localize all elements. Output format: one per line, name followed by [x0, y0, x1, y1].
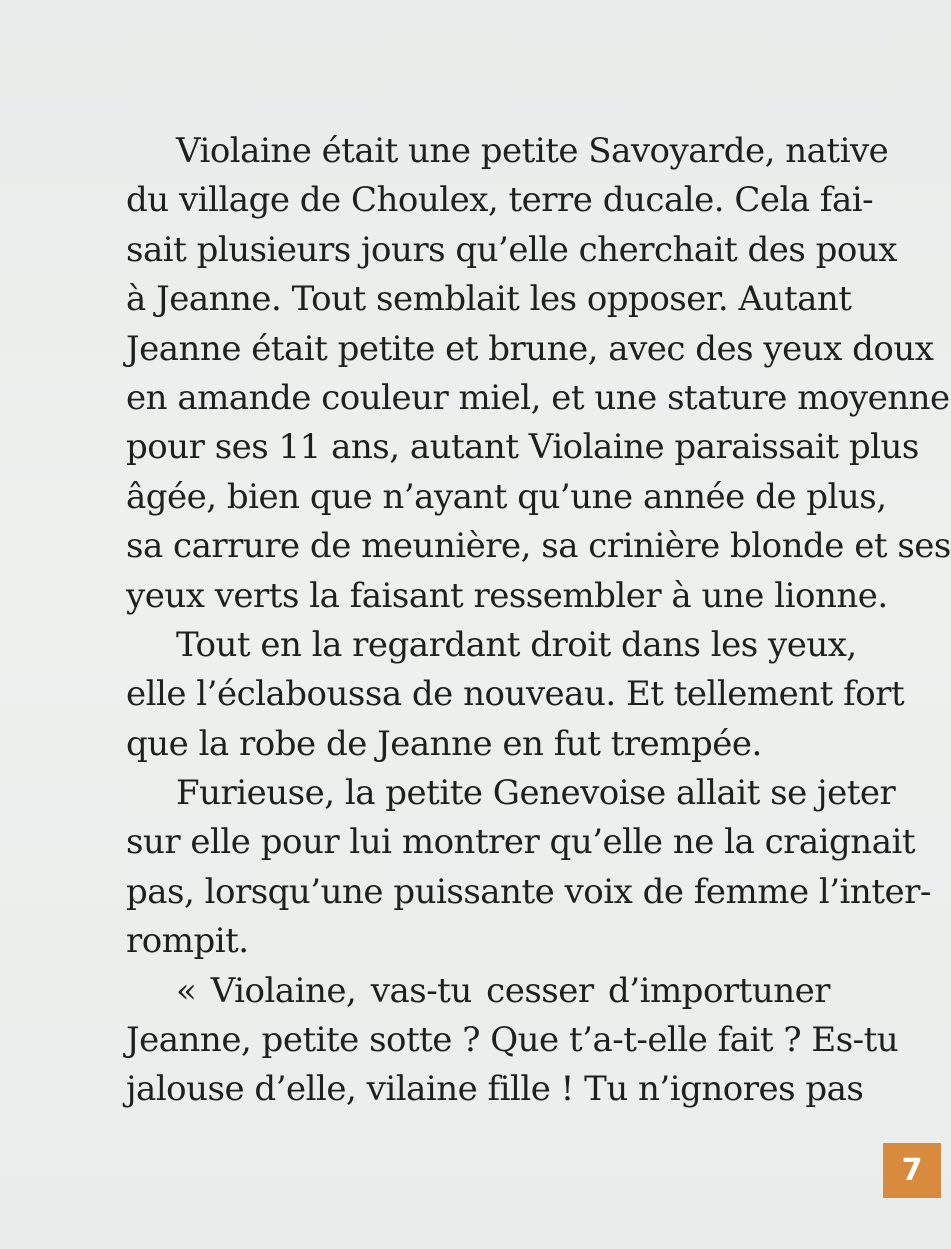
paragraph-4 [126, 967, 899, 1115]
text-line: pour ses 11 ans, autant Violaine paraissait plus [126, 427, 919, 468]
text-line: en amande couleur miel, et une stature moyenne [126, 377, 950, 418]
paragraph-1 [126, 127, 951, 621]
page-number-badge: 7 [883, 1143, 941, 1198]
text-line: sait plusieurs jours qu’elle cherchait des poux [126, 229, 897, 270]
text-line: « Violaine, vas-tu cesser d’importuner [176, 970, 830, 1011]
text-line: que la robe de Jeanne en fut trempée. [126, 723, 762, 764]
text-line: du village de Choulex, terre ducale. Cela fai- [126, 180, 874, 221]
paragraph-3 [126, 769, 931, 967]
text-line: elle l’éclaboussa de nouveau. Et tellement fort [126, 674, 905, 715]
text-line: Violaine était une petite Savoyarde, native [176, 131, 889, 171]
text-line: jalouse d’elle, vilaine fille ! Tu n’ignores pas [126, 1069, 864, 1110]
text-line: Jeanne était petite et brune, avec des yeux doux [126, 328, 934, 369]
text-line: Furieuse, la petite Genevoise allait se jeter [176, 773, 896, 814]
body-text [126, 127, 951, 1115]
text-line: pas, lorsqu’une puissante voix de femme l’inter- [126, 871, 931, 912]
text-line: Jeanne, petite sotte ? Que t’a-t-elle fait ? Es-tu [126, 1020, 899, 1061]
paragraph-2 [126, 621, 905, 769]
text-line: rompit. [126, 921, 249, 962]
text-line: Tout en la regardant droit dans les yeux, [176, 624, 857, 665]
text-line: yeux verts la faisant ressembler à une lionne. [126, 575, 888, 616]
text-line: à Jeanne. Tout semblait les opposer. Autant [126, 279, 852, 320]
text-line: sur elle pour lui montrer qu’elle ne la craignait [126, 822, 916, 863]
text-line: sa carrure de meunière, sa crinière blonde et ses [126, 526, 951, 567]
text-line: âgée, bien que n’ayant qu’une année de plus, [126, 476, 887, 517]
